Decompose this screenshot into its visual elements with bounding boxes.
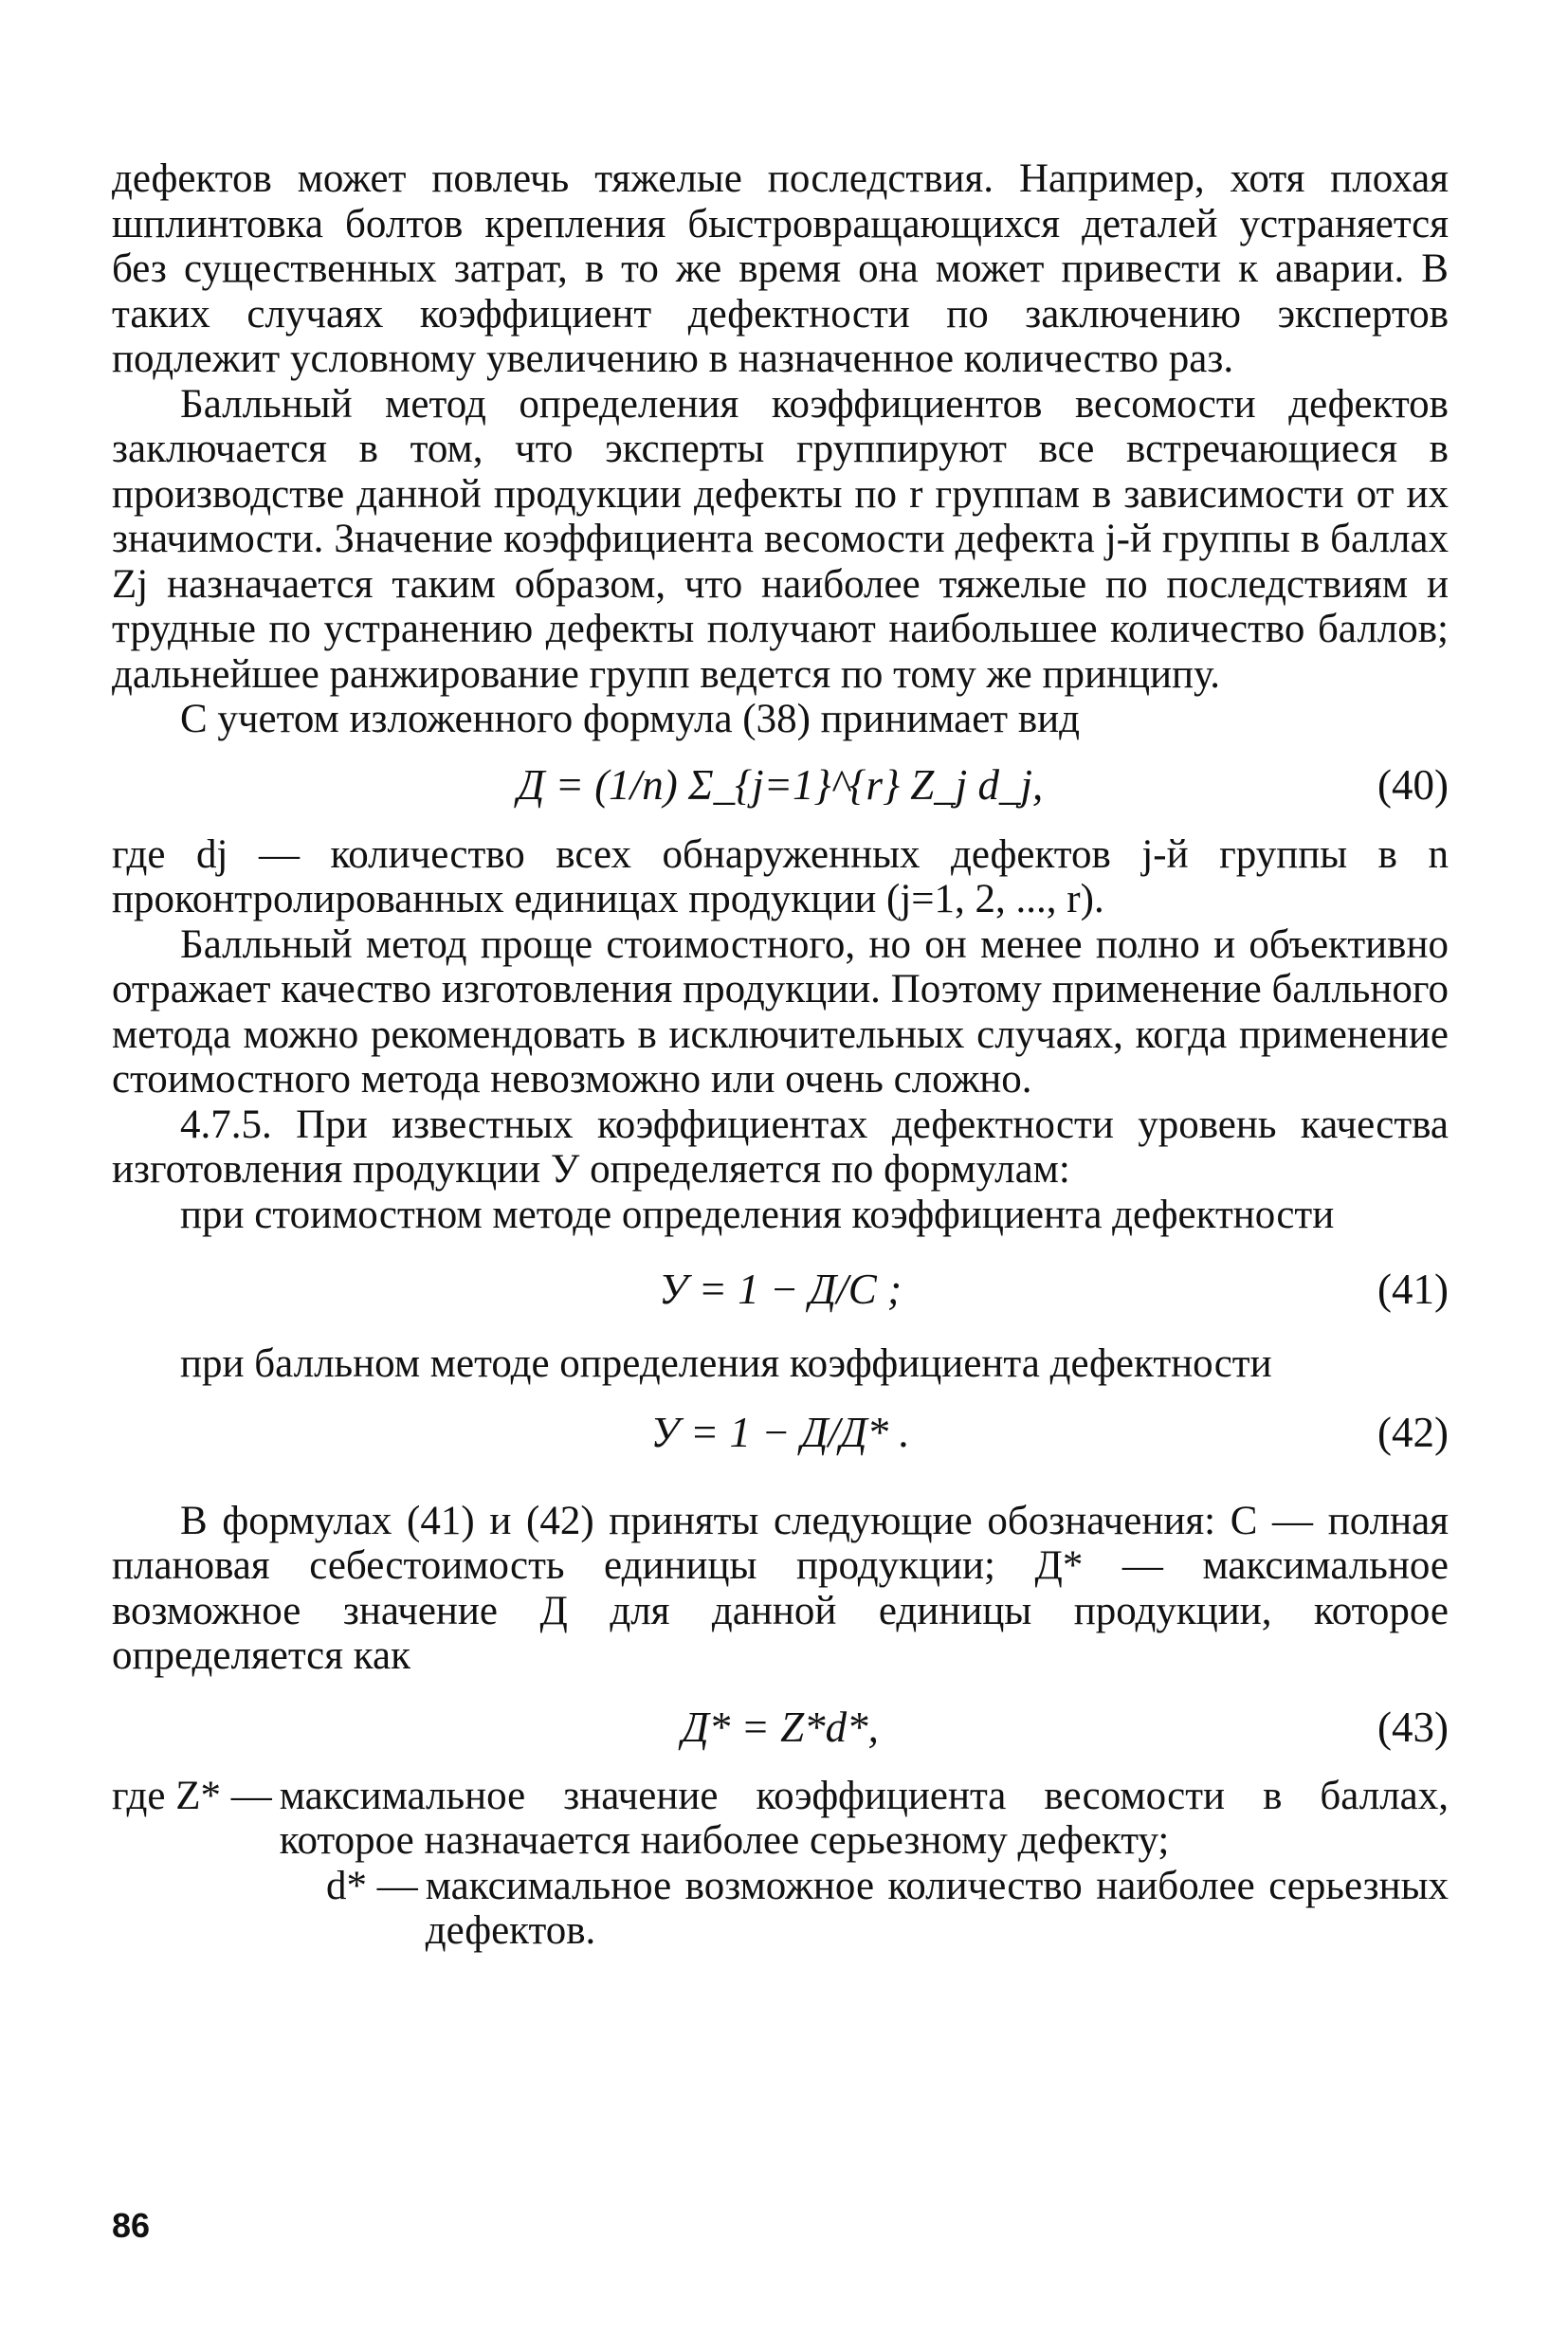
page-number: 86 [112,2206,151,2245]
paragraph-4: где dj — количество всех обнаруженных дефектов j-й группы в n проконтролированных единицах продукции (j=1, 2, ..., r). [112,831,1449,921]
legend-z-label: где Z* — [112,1773,272,1818]
paragraph-3: С учетом изложенного формула (38) принимает вид [180,697,1081,741]
body-text [112,156,1449,1954]
paragraph-9: В формулах (41) и (42) приняты следующие обозначения: С — полная плановая себестоимость единицы продукции; Д* — максимальное возможное значение Д для данной единицы продукции, которое определяется как [112,1498,1449,1678]
formula-41 [112,1237,1449,1341]
formula-41-number: (41) [1377,1266,1449,1313]
formula-42-expression: У = 1 − Д/Д* . [650,1408,910,1456]
formula-43 [112,1679,1449,1774]
paragraph-2: Балльный метод определения коэффициентов весомости дефектов заключается в том, что эксперты группируют все встречающиеся в производстве данной продукции дефекты по r группам в зависимости от их значимости. Значение коэффициента весомости дефекта j-й группы в баллах Zj назначается таким образом, что наиболее тяжелые по последствиям и трудные по устранению дефекты получают наибольшее количество баллов; дальнейшее ранжирование групп ведется по тому же принципу. [112,381,1449,697]
legend-d-label: d* — [326,1863,418,1908]
paragraph-1: дефектов может повлечь тяжелые последствия. Например, хотя плохая шплинтовка болтов крепления быстровращающихся деталей устраняется без существенных затрат, в то же время она может привести к аварии. В таких случаях коэффициент дефектности по заключению экспертов подлежит условному увеличению в назначенное количество раз. [112,156,1449,381]
paragraph-6: 4.7.5. При известных коэффициентах дефектности уровень качества изготовления продукции У определяется по формулам: [112,1102,1449,1192]
formula-40-number: (40) [1377,760,1449,809]
formula-42-number: (42) [1377,1408,1449,1456]
legend-d-text: максимальное возможное количество наиболее серьезных дефектов. [425,1863,1449,1953]
paragraph-7: при стоимостном методе определения коэффициента дефектности [180,1192,1335,1237]
legend-z-text: максимальное значение коэффициента весомости в баллах, которое назначается наиболее серьезному дефекту; [279,1773,1449,1863]
formula-40-expression: Д = (1/n) Σ_{j=1}^{r} Z_j d_j, [517,760,1044,809]
paragraph-5: Балльный метод проще стоимостного, но он менее полно и объективно отражает качество изготовления продукции. Поэтому применение балльного метода можно рекомендовать в исключительных случаях, когда применение стоимостного метода невозможно или очень сложно. [112,921,1449,1102]
legend-z [112,1774,1449,1864]
formula-41-expression: У = 1 − Д/С ; [659,1266,902,1313]
paragraph-8: при балльном методе определения коэффициента дефектности [180,1341,1272,1386]
formula-43-number: (43) [1377,1703,1449,1751]
formula-43-expression: Д* = Z*d*, [682,1703,879,1751]
legend-d [112,1864,1449,1954]
formula-40 [112,742,1449,832]
formula-42 [112,1387,1449,1482]
